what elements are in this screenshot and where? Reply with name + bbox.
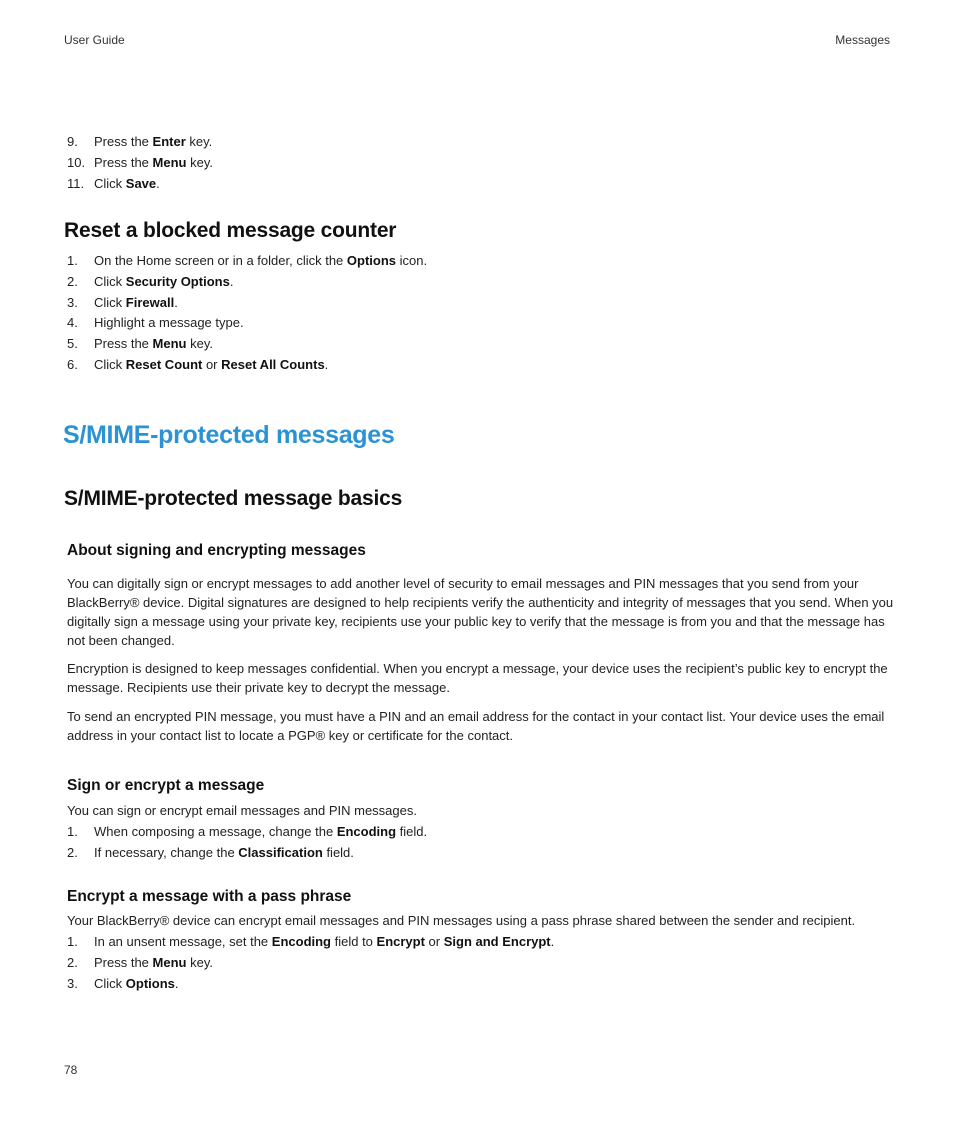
page-number: 78 (64, 1063, 78, 1077)
list-item: 2. Press the Menu key. (67, 954, 213, 970)
list-item: 3. Click Options. (67, 975, 179, 991)
sign-intro-text: You can sign or encrypt email messages and PIN messages. (67, 803, 417, 818)
paragraph-pin-encryption: To send an encrypted PIN message, you must have a PIN and an email address for the contact in your contact list. Your device uses the email address in your contact list to locate a PGP® key or certificate for the contact. (67, 709, 885, 743)
chapter-title: S/MIME-protected messages (63, 421, 395, 449)
continued-steps-list (64, 132, 894, 194)
list-item: 1. On the Home screen or in a folder, click the Options icon. (67, 253, 428, 268)
reset-steps-list (64, 251, 894, 376)
list-item: 6. Click Reset Count or Reset All Counts. (67, 356, 329, 372)
list-item: 1. When composing a message, change the Encoding field. (67, 824, 428, 839)
subsection-heading-about: About signing and encrypting messages (67, 542, 366, 559)
list-item: 1. In an unsent message, set the Encoding field to Encrypt or Sign and Encrypt. (67, 934, 555, 949)
pass-phrase-steps-list (64, 932, 894, 994)
running-header-right: Messages (835, 33, 890, 47)
paragraph-encryption: Encryption is designed to keep messages confidential. When you encrypt a message, your device uses the recipient’s public key to encrypt the message. Recipients use their private key to decrypt the message. (67, 661, 888, 695)
list-item: 2. If necessary, change the Classification field. (67, 844, 354, 860)
list-item: 10. Press the Menu key. (67, 154, 213, 170)
list-item: 3. Click Firewall. (67, 294, 178, 310)
pass-phrase-intro-text: Your BlackBerry® device can encrypt email messages and PIN messages using a pass phrase shared between the sender and recipient. (67, 913, 856, 928)
sign-steps-list (64, 822, 894, 864)
running-header-left: User Guide (64, 33, 125, 47)
section-heading-reset-counter: Reset a blocked message counter (64, 219, 397, 242)
list-item: 4. Highlight a message type. (67, 315, 244, 331)
paragraph-signing: You can digitally sign or encrypt messages to add another level of security to email messages and PIN messages that you send from your BlackBerry® device. Digital signatures are designed to help recipients verify the authenticity and integrity of messages that you send. When you digitally sign a message using your private key, recipients use your public key to verify that the message is from you and that the message has not been changed. (67, 576, 894, 648)
subsection-heading-sign-encrypt: Sign or encrypt a message (67, 777, 265, 794)
section-heading-smime-basics: S/MIME-protected message basics (64, 487, 403, 510)
list-item: 2. Click Security Options. (67, 273, 234, 289)
list-item: 5. Press the Menu key. (67, 336, 213, 352)
list-item: 9. Press the Enter key. (67, 134, 213, 149)
subsection-heading-pass-phrase: Encrypt a message with a pass phrase (67, 888, 352, 905)
list-item: 11. Click Save. (67, 175, 160, 191)
